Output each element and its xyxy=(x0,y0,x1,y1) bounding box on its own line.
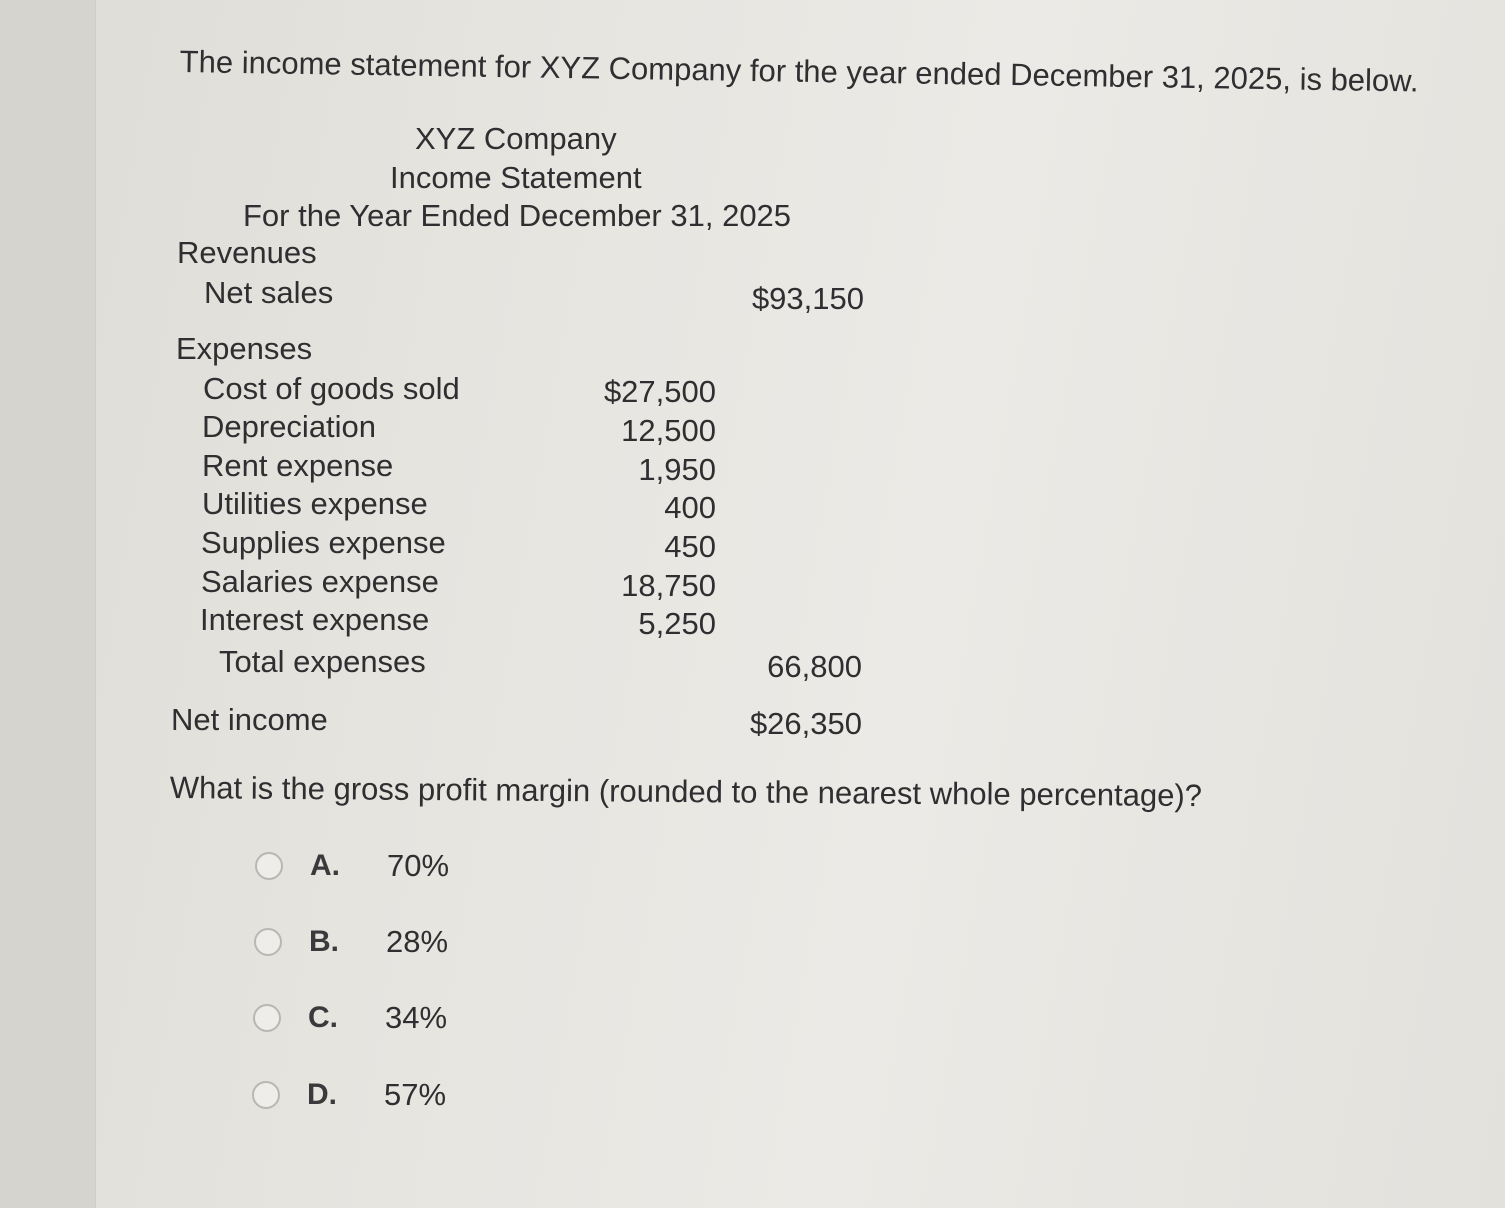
net-income-label: Net income xyxy=(171,702,328,737)
revenues-heading: Revenues xyxy=(177,235,317,270)
expense-label: Interest expense xyxy=(200,602,430,637)
option-letter: C. xyxy=(308,1001,338,1034)
total-expenses-label: Total expenses xyxy=(219,644,426,679)
expense-label: Salaries expense xyxy=(201,564,439,599)
option-letter: D. xyxy=(307,1078,337,1111)
expense-amount: 450 xyxy=(664,529,716,564)
option-c[interactable] xyxy=(253,998,448,1038)
expense-label: Cost of goods sold xyxy=(203,371,460,406)
statement-title: Income Statement xyxy=(390,160,642,195)
expenses-heading: Expenses xyxy=(176,331,313,366)
left-panel-edge xyxy=(0,0,96,1208)
option-a[interactable] xyxy=(255,846,450,886)
expense-label: Depreciation xyxy=(202,409,377,444)
expense-amount: 5,250 xyxy=(638,606,716,641)
expense-label: Supplies expense xyxy=(201,525,446,560)
expense-label: Rent expense xyxy=(202,448,394,483)
statement-period: For the Year Ended December 31, 2025 xyxy=(243,198,792,233)
option-letter: A. xyxy=(310,849,340,882)
option-value: 70% xyxy=(387,848,450,883)
expense-amount: 12,500 xyxy=(621,413,716,448)
option-b[interactable] xyxy=(254,922,449,962)
expense-amount: 1,950 xyxy=(638,452,716,487)
radio-button[interactable] xyxy=(252,1081,280,1109)
expense-label: Utilities expense xyxy=(202,486,428,521)
expense-amount: 18,750 xyxy=(621,568,716,603)
option-d[interactable] xyxy=(252,1075,447,1115)
company-name: XYZ Company xyxy=(415,121,617,156)
option-value: 28% xyxy=(386,924,449,959)
net-sales-label: Net sales xyxy=(204,275,334,310)
radio-button[interactable] xyxy=(253,1004,281,1032)
radio-button[interactable] xyxy=(255,852,283,880)
question-text: What is the gross profit margin (rounded to the nearest whole percentage)? xyxy=(169,770,1203,814)
net-sales-amount: $93,150 xyxy=(751,281,864,316)
total-expenses-amount: 66,800 xyxy=(767,649,862,684)
option-value: 57% xyxy=(384,1077,447,1112)
option-letter: B. xyxy=(309,925,339,958)
option-value: 34% xyxy=(385,1000,448,1035)
expense-amount: 400 xyxy=(664,490,716,525)
radio-button[interactable] xyxy=(254,928,282,956)
net-income-amount: $26,350 xyxy=(749,706,862,741)
intro-text: The income statement for XYZ Company for the year ended December 31, 2025, is below. xyxy=(179,44,1419,99)
expense-amount: $27,500 xyxy=(603,374,716,409)
